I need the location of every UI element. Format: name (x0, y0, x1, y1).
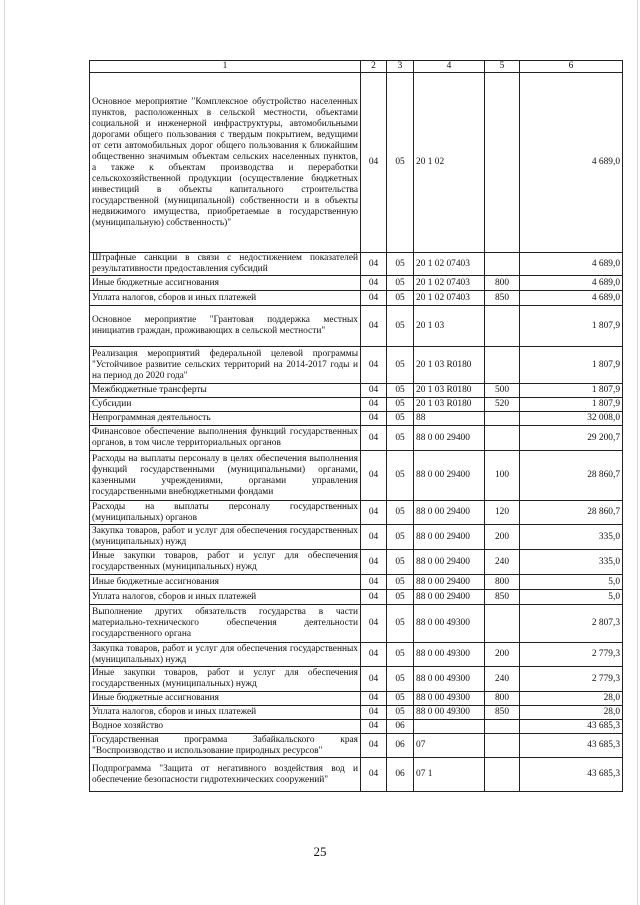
cell-expense-type: 800 (485, 692, 520, 706)
cell-section: 04 (361, 501, 387, 525)
cell-name: Основное мероприятие "Комплексное обустройство населенных пунктов, расположенных в сельской местности, объектами социальной и инженерной инфраструктуры, автомобильными дорогами общего пользования с твердым покрытием, ведущими от сети автомобильных дорог общего пользования к ближайшим общественно значимым объектам сельских населенных пунктов, а также к объектам производства и переработки сельскохозяйственной продукции (осуществление бюджетных инвестиций в объекты капитального строительства государственной (муниципальной) собственности и в объекты недвижимого имущества, приобретаемые в государственную (муниципальную) собственность)" (90, 73, 361, 253)
cell-target-article: 20 1 03 R0180 (414, 347, 485, 384)
cell-amount: 28 860,7 (520, 501, 623, 525)
cell-expense-type (485, 253, 520, 276)
cell-expense-type (485, 734, 520, 758)
cell-name: Реализация мероприятий федеральной целевой программы "Устойчивое развитие сельских территорий на 2014-2017 годы и на период до 2020 года" (90, 347, 361, 384)
table-row (90, 575, 623, 590)
cell-subsection: 05 (387, 501, 414, 525)
cell-amount: 4 689,0 (520, 276, 623, 291)
cell-section: 04 (361, 525, 387, 550)
cell-expense-type: 800 (485, 575, 520, 590)
cell-target-article: 20 1 02 (414, 73, 485, 253)
cell-name: Государственная программа Забайкальского края "Воспроизводство и использование природных ресурсов" (90, 734, 361, 758)
table-body (90, 61, 623, 792)
cell-target-article: 88 0 00 29400 (414, 451, 485, 501)
cell-subsection: 05 (387, 306, 414, 347)
cell-amount: 1 807,9 (520, 306, 623, 347)
cell-section: 04 (361, 550, 387, 575)
cell-target-article: 20 1 03 R0180 (414, 384, 485, 398)
table-row (90, 501, 623, 525)
cell-expense-type: 850 (485, 590, 520, 605)
cell-subsection: 05 (387, 291, 414, 306)
cell-target-article: 20 1 02 07403 (414, 291, 485, 306)
cell-name: Штрафные санкции в связи с недостижением показателей результативности предоставления субсидий (90, 253, 361, 276)
cell-target-article: 88 0 00 49300 (414, 706, 485, 720)
cell-target-article: 88 0 00 29400 (414, 575, 485, 590)
cell-expense-type: 520 (485, 398, 520, 412)
cell-subsection: 05 (387, 276, 414, 291)
cell-amount: 4 689,0 (520, 291, 623, 306)
cell-name: Основное мероприятие "Грантовая поддержка местных инициатив граждан, проживающих в сельской местности" (90, 306, 361, 347)
cell-section: 04 (361, 384, 387, 398)
table-row (90, 384, 623, 398)
cell-expense-type (485, 347, 520, 384)
cell-section: 04 (361, 605, 387, 643)
cell-amount: 1 807,9 (520, 398, 623, 412)
page-number: 25 (313, 844, 327, 859)
header-col-4: 4 (414, 61, 485, 73)
cell-section: 04 (361, 692, 387, 706)
cell-amount: 4 689,0 (520, 73, 623, 253)
cell-target-article: 07 (414, 734, 485, 758)
cell-subsection: 05 (387, 643, 414, 667)
cell-subsection: 05 (387, 384, 414, 398)
cell-subsection: 05 (387, 398, 414, 412)
cell-expense-type (485, 306, 520, 347)
cell-section: 04 (361, 398, 387, 412)
cell-amount: 28,0 (520, 706, 623, 720)
table-row (90, 398, 623, 412)
cell-section: 04 (361, 426, 387, 451)
cell-subsection: 05 (387, 525, 414, 550)
cell-section: 04 (361, 667, 387, 692)
cell-section: 04 (361, 451, 387, 501)
header-col-5: 5 (485, 61, 520, 73)
cell-subsection: 05 (387, 451, 414, 501)
cell-subsection: 06 (387, 734, 414, 758)
cell-amount: 2 779,3 (520, 667, 623, 692)
cell-subsection: 05 (387, 412, 414, 426)
cell-expense-type: 120 (485, 501, 520, 525)
cell-section: 04 (361, 73, 387, 253)
cell-section: 04 (361, 291, 387, 306)
cell-amount: 4 689,0 (520, 253, 623, 276)
cell-amount: 43 685,3 (520, 758, 623, 792)
cell-name: Закупка товаров, работ и услуг для обеспечения государственных (муниципальных) нужд (90, 525, 361, 550)
cell-name: Финансовое обеспечение выполнения функций государственных органов, в том числе территориальных органов (90, 426, 361, 451)
cell-name: Уплата налогов, сборов и иных платежей (90, 291, 361, 306)
cell-name: Водное хозяйство (90, 720, 361, 734)
cell-name: Выполнение других обязательств государства в части материально-технического обеспечения деятельности государственного органа (90, 605, 361, 643)
cell-subsection: 06 (387, 758, 414, 792)
scan-edge-right (637, 0, 638, 905)
table-row (90, 276, 623, 291)
cell-section: 04 (361, 347, 387, 384)
cell-target-article: 20 1 03 R0180 (414, 398, 485, 412)
cell-target-article: 88 0 00 49300 (414, 605, 485, 643)
cell-target-article: 88 0 00 49300 (414, 667, 485, 692)
cell-amount: 1 807,9 (520, 384, 623, 398)
cell-expense-type (485, 758, 520, 792)
cell-expense-type: 100 (485, 451, 520, 501)
cell-expense-type: 200 (485, 525, 520, 550)
header-col-1: 1 (90, 61, 361, 73)
cell-subsection: 05 (387, 692, 414, 706)
table-row (90, 306, 623, 347)
table-row (90, 720, 623, 734)
cell-target-article: 88 0 00 29400 (414, 550, 485, 575)
cell-subsection: 05 (387, 347, 414, 384)
cell-target-article: 88 0 00 29400 (414, 501, 485, 525)
cell-section: 04 (361, 575, 387, 590)
cell-expense-type: 500 (485, 384, 520, 398)
cell-expense-type: 850 (485, 291, 520, 306)
cell-name: Иные бюджетные ассигнования (90, 276, 361, 291)
cell-amount: 43 685,3 (520, 734, 623, 758)
cell-expense-type (485, 73, 520, 253)
cell-amount: 43 685,3 (520, 720, 623, 734)
cell-name: Расходы на выплаты персоналу в целях обеспечения выполнения функций государственными (муниципальными) органами, казенными учреждениями, органами управления государственными внебюджетными фондами (90, 451, 361, 501)
table-row (90, 550, 623, 575)
cell-target-article: 88 0 00 49300 (414, 643, 485, 667)
cell-section: 04 (361, 306, 387, 347)
cell-target-article: 88 0 00 29400 (414, 590, 485, 605)
cell-subsection: 05 (387, 667, 414, 692)
cell-expense-type: 200 (485, 643, 520, 667)
cell-name: Расходы на выплаты персоналу государственных (муниципальных) органов (90, 501, 361, 525)
cell-section: 04 (361, 276, 387, 291)
cell-expense-type: 240 (485, 550, 520, 575)
cell-amount: 2 779,3 (520, 643, 623, 667)
cell-name: Иные закупки товаров, работ и услуг для обеспечения государственных (муниципальных) нужд (90, 667, 361, 692)
scan-edge-left (4, 0, 5, 905)
cell-name: Иные закупки товаров, работ и услуг для обеспечения государственных (муниципальных) нужд (90, 550, 361, 575)
cell-amount: 32 008,0 (520, 412, 623, 426)
cell-target-article: 20 1 02 07403 (414, 276, 485, 291)
table-row (90, 706, 623, 720)
budget-table (89, 60, 623, 792)
table-row (90, 692, 623, 706)
cell-section: 04 (361, 734, 387, 758)
cell-section: 04 (361, 706, 387, 720)
table-row (90, 734, 623, 758)
cell-target-article: 88 0 00 29400 (414, 426, 485, 451)
cell-subsection: 06 (387, 720, 414, 734)
table-row (90, 426, 623, 451)
cell-subsection: 05 (387, 426, 414, 451)
cell-name: Субсидии (90, 398, 361, 412)
cell-expense-type (485, 426, 520, 451)
cell-name: Уплата налогов, сборов и иных платежей (90, 590, 361, 605)
table-row (90, 758, 623, 792)
cell-amount: 335,0 (520, 550, 623, 575)
cell-expense-type (485, 412, 520, 426)
cell-amount: 2 807,3 (520, 605, 623, 643)
cell-name: Подпрограмма "Защита от негативного воздействия вод и обеспечение безопасности гидротехнических сооружений" (90, 758, 361, 792)
cell-target-article: 07 1 (414, 758, 485, 792)
cell-name: Непрограммная деятельность (90, 412, 361, 426)
cell-subsection: 05 (387, 706, 414, 720)
cell-name: Иные бюджетные ассигнования (90, 575, 361, 590)
cell-name: Закупка товаров, работ и услуг для обеспечения государственных (муниципальных) нужд (90, 643, 361, 667)
cell-expense-type: 240 (485, 667, 520, 692)
cell-target-article: 88 (414, 412, 485, 426)
cell-target-article (414, 720, 485, 734)
table-row (90, 605, 623, 643)
cell-amount: 29 200,7 (520, 426, 623, 451)
table-header-row (90, 61, 623, 73)
cell-subsection: 05 (387, 253, 414, 276)
cell-expense-type (485, 720, 520, 734)
cell-section: 04 (361, 720, 387, 734)
cell-target-article: 20 1 02 07403 (414, 253, 485, 276)
cell-subsection: 05 (387, 550, 414, 575)
table-row (90, 643, 623, 667)
cell-target-article: 20 1 03 (414, 306, 485, 347)
cell-expense-type: 800 (485, 276, 520, 291)
table-row (90, 590, 623, 605)
table-row (90, 347, 623, 384)
cell-section: 04 (361, 758, 387, 792)
header-col-3: 3 (387, 61, 414, 73)
cell-amount: 5,0 (520, 575, 623, 590)
table-row (90, 253, 623, 276)
table-row (90, 73, 623, 253)
table-row (90, 291, 623, 306)
header-col-6: 6 (520, 61, 623, 73)
cell-subsection: 05 (387, 575, 414, 590)
cell-section: 04 (361, 253, 387, 276)
table-row (90, 412, 623, 426)
cell-amount: 28,0 (520, 692, 623, 706)
cell-subsection: 05 (387, 590, 414, 605)
cell-amount: 335,0 (520, 525, 623, 550)
cell-section: 04 (361, 590, 387, 605)
header-col-2: 2 (361, 61, 387, 73)
cell-expense-type: 850 (485, 706, 520, 720)
cell-subsection: 05 (387, 605, 414, 643)
cell-target-article: 88 0 00 29400 (414, 525, 485, 550)
cell-amount: 1 807,9 (520, 347, 623, 384)
table-row (90, 667, 623, 692)
cell-name: Межбюджетные трансферты (90, 384, 361, 398)
cell-section: 04 (361, 643, 387, 667)
table-row (90, 525, 623, 550)
table-row (90, 451, 623, 501)
cell-section: 04 (361, 412, 387, 426)
cell-target-article: 88 0 00 49300 (414, 692, 485, 706)
cell-expense-type (485, 605, 520, 643)
cell-subsection: 05 (387, 73, 414, 253)
cell-amount: 5,0 (520, 590, 623, 605)
cell-name: Иные бюджетные ассигнования (90, 692, 361, 706)
cell-name: Уплата налогов, сборов и иных платежей (90, 706, 361, 720)
cell-amount: 28 860,7 (520, 451, 623, 501)
